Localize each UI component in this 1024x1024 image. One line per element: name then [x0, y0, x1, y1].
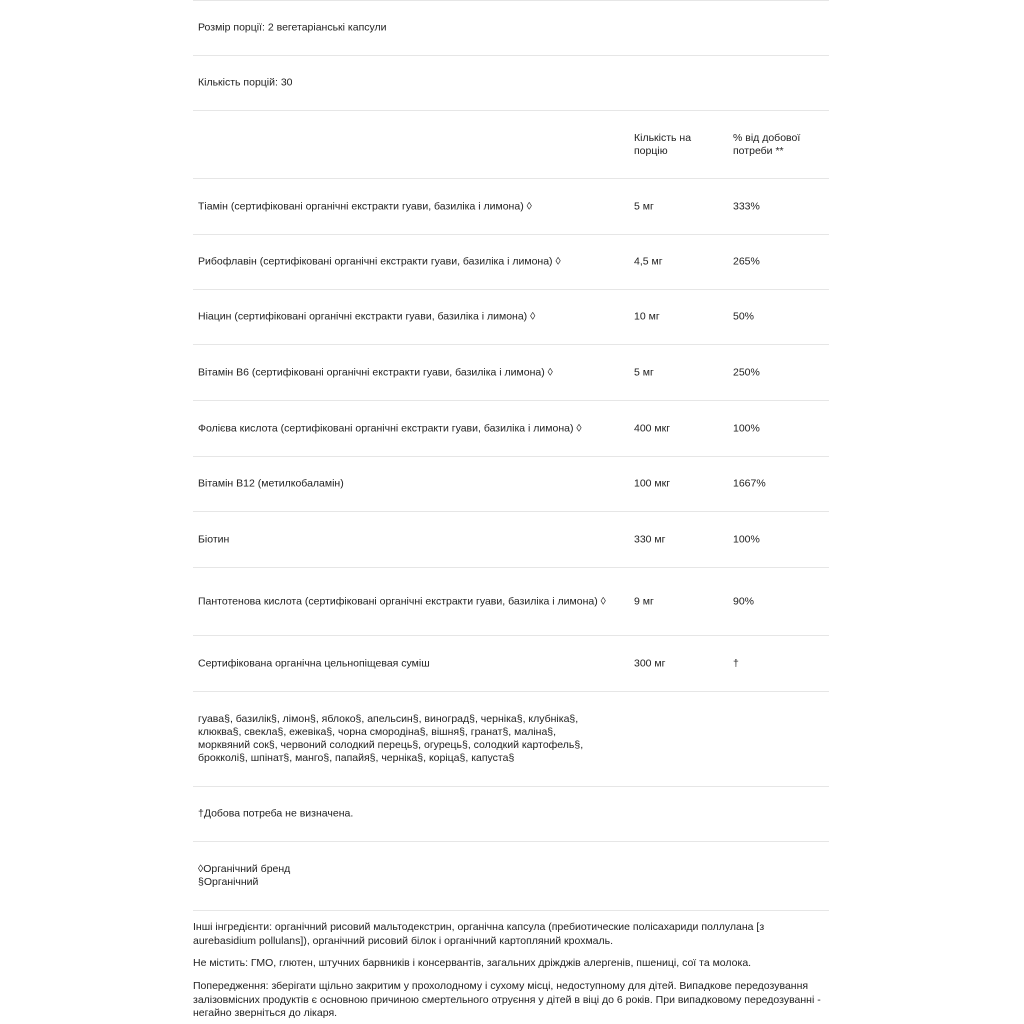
divider [193, 910, 829, 911]
nutrient-amount: 300 мг [634, 657, 666, 669]
table-row [193, 178, 829, 234]
header-daily-value: % від добової потреби ** [733, 131, 801, 157]
nutrient-amount: 4,5 мг [634, 255, 663, 268]
footnote-organic-brand: ◊Органічний бренд [198, 863, 291, 875]
table-row [193, 567, 829, 635]
nutrient-name: Сертифікована органічна цельнопіщевая суміш [198, 657, 430, 669]
header-amount: Кількість на порцію [634, 131, 692, 157]
nutrient-name: Рибофлавін (сертифіковані органічні екстракти гуави, базиліка і лимона) ◊ [198, 255, 561, 268]
nutrient-name: Тіамін (сертифіковані органічні екстракти гуави, базиліка і лимона) ◊ [198, 200, 532, 212]
footnote-row [193, 841, 829, 910]
servings-count: Кількість порцій: 30 [198, 76, 293, 89]
nutrient-amount: 5 мг [634, 200, 654, 212]
nutrient-amount: 400 мкг [634, 422, 671, 434]
nutrient-dv: † [733, 657, 739, 669]
footnotes-organic [198, 863, 628, 889]
nutrient-dv: 100% [733, 533, 760, 545]
blend-ingredients: гуава§, базилік§, лімон§, яблоко§, апельсин§, виноград§, черніка§, клубніка§, клюква§, свекла§, ежевіка§, чорна смородіна§, вішня§, гранат§, маліна§, морквяний сок§, червоний солодкий перець§, огурець§, солодкий картофель§, брокколі§, шпінат§, манго§, папайя§, черніка§, коріца§, капуста§ [198, 713, 584, 764]
nutrient-dv: 1667% [733, 477, 766, 490]
warning: Попередження: зберігати щільно закритим у прохолодному і сухому місці, недоступному для дітей. Випадкове передозування залізовмісних продуктів є основною причиною смертельного отруєння у дітей в віці до 6 років. При випадковому передозуванні - негайно зверніться до лікаря. [193, 980, 821, 1019]
nutrient-name: Пантотенова кислота (сертифіковані органічні екстракти гуави, базиліка і лимона) ◊ [198, 595, 606, 607]
blend-ingredients-row [193, 691, 829, 786]
table-row [193, 511, 829, 567]
nutrient-dv: 50% [733, 310, 755, 323]
footnote-organic: §Органічний [198, 876, 259, 888]
nutrient-amount: 330 мг [634, 533, 666, 545]
footnote-row [193, 786, 829, 841]
serving-size-row [193, 0, 829, 55]
nutrient-amount: 9 мг [634, 595, 654, 607]
nutrient-dv: 333% [733, 200, 760, 212]
nutrient-amount: 100 мкг [634, 477, 671, 490]
nutrient-dv: 90% [733, 595, 755, 607]
table-row [193, 344, 829, 400]
nutrient-dv: 265% [733, 255, 760, 268]
nutrient-amount: 10 мг [634, 310, 660, 323]
free-of: Не містить: ГМО, глютен, штучних барвників і консервантів, загальних дріжджів алергенів, пшениці, сої та молока. [193, 957, 752, 969]
serving-size: Розмір порції: 2 вегетаріанські капсули [198, 21, 387, 34]
nutrient-dv: 250% [733, 366, 760, 378]
nutrient-name: Вітамін B6 (сертифіковані органічні екстракти гуави, базиліка і лимона) ◊ [198, 366, 553, 378]
nutrient-dv: 100% [733, 422, 760, 434]
table-row [193, 635, 829, 691]
nutrient-amount: 5 мг [634, 366, 654, 378]
nutrient-name: Вітамін B12 (метилкобаламін) [198, 477, 344, 490]
servings-count-row [193, 55, 829, 110]
table-header-row [193, 110, 829, 178]
nutrient-name: Ніацин (сертифіковані органічні екстракти гуави, базиліка і лимона) ◊ [198, 310, 536, 323]
table-row [193, 289, 829, 344]
other-ingredients: Інші інгредієнти: органічний рисовий мальтодекстрин, органічна капсула (пребиотические полісахариди поллулана [з aurebasidium pollulans]), органічний рисовий білок і органічний картопляний крохмаль. [193, 921, 765, 947]
table-row [193, 400, 829, 456]
table-row [193, 234, 829, 289]
table-row [193, 456, 829, 511]
nutrient-name: Біотин [198, 533, 230, 545]
nutrient-name: Фолієва кислота (сертифіковані органічні екстракти гуави, базиліка і лимона) ◊ [198, 422, 582, 434]
footnote-daily-value: †Добова потреба не визначена. [198, 807, 354, 820]
